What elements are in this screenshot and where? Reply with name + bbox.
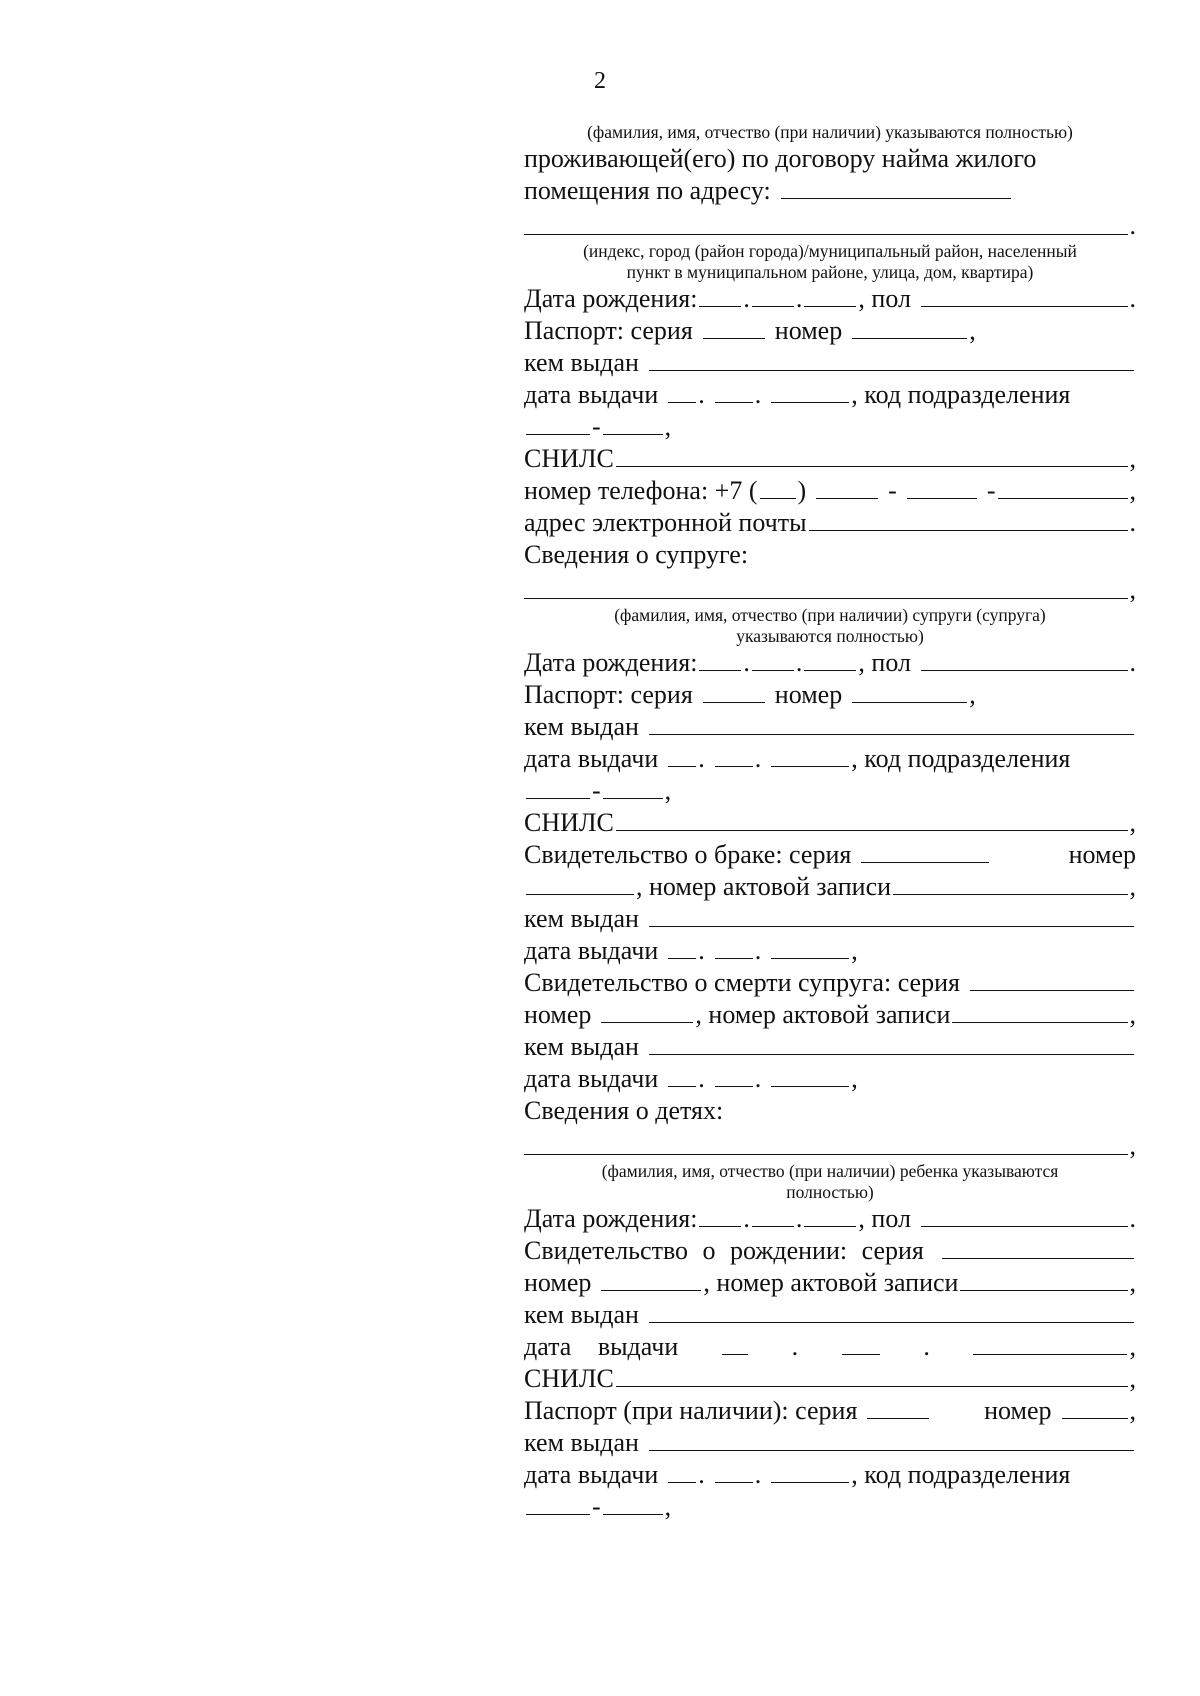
child-birth-line <box>524 1203 1136 1235</box>
address-field-short[interactable] <box>781 176 1011 199</box>
birth-cert-issue-month-field[interactable] <box>842 1332 880 1355</box>
act-record-label: , номер актовой записи <box>695 1000 951 1029</box>
dot: . <box>698 1064 705 1093</box>
comma: , <box>664 1492 672 1521</box>
spouse-division-line <box>524 775 1136 807</box>
spouse-issued-line <box>524 711 1136 743</box>
division-code-label: , код подразделения <box>851 1460 1071 1489</box>
dot: . <box>795 648 803 677</box>
division-code-label: , код подразделения <box>851 744 1071 773</box>
snils-field[interactable] <box>616 444 1128 467</box>
dot: . <box>743 1204 750 1233</box>
issued-by-label: кем выдан <box>524 1428 639 1457</box>
spouse-birth-month-field[interactable] <box>752 648 794 671</box>
comma: , <box>664 776 672 805</box>
sex-label: , пол <box>858 648 911 677</box>
birth-cert-series-field[interactable] <box>942 1236 1134 1259</box>
dot: . <box>1129 1204 1136 1233</box>
spouse-birth-line <box>524 647 1136 679</box>
issue-date-label: дата выдачи <box>524 936 659 965</box>
child-passport-number-field[interactable] <box>1062 1396 1128 1419</box>
applicant-issued-line <box>524 347 1136 379</box>
passport-series-label: Паспорт: серия <box>524 680 693 709</box>
comma: , <box>1129 1332 1136 1361</box>
dot: . <box>698 380 705 409</box>
issued-by-label: кем выдан <box>524 1032 639 1061</box>
child-division-1-field[interactable] <box>526 1492 590 1515</box>
dash: - <box>592 776 601 805</box>
phone-part-1-field[interactable] <box>816 476 878 499</box>
spouse-issued-by-field[interactable] <box>649 712 1134 735</box>
comma: , <box>1129 1131 1136 1160</box>
comma: , <box>1129 872 1136 901</box>
death-issued-by-field[interactable] <box>649 1032 1134 1055</box>
issued-by-field[interactable] <box>649 348 1134 371</box>
issue-year-field[interactable] <box>771 380 849 403</box>
marriage-issued-line <box>524 903 1136 935</box>
passport-series-field[interactable] <box>703 316 765 339</box>
phone-part-2-field[interactable] <box>907 476 977 499</box>
death-cert-label: Свидетельство о смерти супруга: серия <box>524 968 960 997</box>
marriage-cert-label: Свидетельство о браке: серия <box>524 840 852 869</box>
death-issue-day-field[interactable] <box>668 1064 696 1087</box>
death-cert-line <box>524 967 1136 999</box>
spouse-heading-line <box>524 539 1136 571</box>
dot: . <box>923 1332 930 1361</box>
comma: , <box>851 936 858 965</box>
marriage-act-line <box>524 871 1136 903</box>
death-issue-month-field[interactable] <box>715 1064 753 1087</box>
dot: . <box>754 936 762 965</box>
dot: . <box>795 1204 803 1233</box>
comma: , <box>851 1064 858 1093</box>
comma: , <box>1129 444 1136 473</box>
issued-by-label: кем выдан <box>524 348 639 377</box>
child-issue-date-line <box>524 1459 1136 1491</box>
birth-cert-line <box>524 1235 1136 1267</box>
dash: - <box>888 476 897 505</box>
child-issue-day-field[interactable] <box>668 1460 696 1483</box>
dot: . <box>698 1460 705 1489</box>
dot: . <box>1129 508 1136 537</box>
phone-label: номер телефона: +7 ( <box>524 476 758 505</box>
child-issue-month-field[interactable] <box>715 1460 753 1483</box>
comma: , <box>969 680 976 709</box>
act-record-label: , номер актовой записи <box>636 872 892 901</box>
snils-label: СНИЛС <box>524 444 614 473</box>
spouse-birth-day-field[interactable] <box>699 648 741 671</box>
comma: , <box>1129 575 1136 604</box>
residence-line-2 <box>524 175 1136 207</box>
birth-date-label: Дата рождения: <box>524 1204 698 1233</box>
marriage-cert-line <box>524 839 1136 871</box>
marriage-issue-month-field[interactable] <box>715 936 753 959</box>
birth-cert-label: Свидетельство о рождении: серия <box>524 1236 924 1265</box>
address-period: . <box>1129 211 1136 240</box>
dash: - <box>592 1492 601 1521</box>
spouse-sex-field[interactable] <box>921 648 1128 671</box>
spouse-passport-number-field[interactable] <box>852 680 967 703</box>
sex-label: , пол <box>858 284 911 313</box>
child-name-line <box>524 1127 1136 1161</box>
death-act-line <box>524 999 1136 1031</box>
birth-cert-act-field[interactable] <box>960 1268 1127 1291</box>
sex-label: , пол <box>858 1204 911 1233</box>
children-heading-line <box>524 1095 1136 1127</box>
marriage-series-field[interactable] <box>861 840 989 863</box>
comma: , <box>1129 476 1136 505</box>
spouse-issue-year-field[interactable] <box>771 744 849 767</box>
passport-number-label: номер <box>984 1396 1052 1425</box>
caption-fio: (фамилия, имя, отчество (при наличии) указываются полностью) <box>587 122 1073 142</box>
birth-cert-number-field[interactable] <box>601 1268 701 1291</box>
dot: . <box>1129 648 1136 677</box>
comma: , <box>1129 1268 1136 1297</box>
address-line <box>524 207 1136 241</box>
child-division-2-field[interactable] <box>603 1492 663 1515</box>
dot: . <box>754 1460 762 1489</box>
marriage-issue-year-field[interactable] <box>771 936 849 959</box>
birth-cert-issue-year-field[interactable] <box>973 1332 1127 1355</box>
comma: , <box>1129 1396 1136 1425</box>
act-record-label: , номер актовой записи <box>703 1268 959 1297</box>
death-number-label: номер <box>524 1000 592 1029</box>
birth-day-field[interactable] <box>699 284 741 307</box>
marriage-act-field[interactable] <box>893 872 1127 895</box>
dot: . <box>698 744 705 773</box>
death-number-field[interactable] <box>601 1000 693 1023</box>
spouse-snils-field[interactable] <box>616 808 1128 831</box>
birth-cert-issue-day-field[interactable] <box>722 1332 748 1355</box>
death-issue-date-line <box>524 1063 1136 1095</box>
applicant-birth-line <box>524 283 1136 315</box>
caption-address-1: (индекс, город (район города)/муниципальный район, населенный <box>583 241 1077 261</box>
dot: . <box>795 284 803 313</box>
issued-by-label: кем выдан <box>524 904 639 933</box>
passport-if-any-label: Паспорт (при наличии): серия <box>524 1396 858 1425</box>
spouse-snils-line <box>524 807 1136 839</box>
passport-number-label: номер <box>774 680 843 709</box>
birth-year-field[interactable] <box>804 284 856 307</box>
applicant-passport-line <box>524 315 1136 347</box>
spouse-issue-day-field[interactable] <box>668 744 696 767</box>
division-code-label: , код подразделения <box>851 380 1071 409</box>
caption-address-2: пункт в муниципальном районе, улица, дом, квартира) <box>626 262 1034 282</box>
spouse-division-2-field[interactable] <box>603 776 663 799</box>
spouse-division-1-field[interactable] <box>526 776 590 799</box>
caption-spouse-2: указываются полностью) <box>736 626 924 646</box>
passport-number-field[interactable] <box>852 316 967 339</box>
applicant-snils-line <box>524 443 1136 475</box>
dot: . <box>754 1064 762 1093</box>
comma: , <box>1129 808 1136 837</box>
marriage-issued-by-field[interactable] <box>649 904 1134 927</box>
phone-code-field[interactable] <box>760 476 796 499</box>
applicant-issue-date-line <box>524 379 1136 411</box>
child-snils-line <box>524 1363 1136 1395</box>
comma: , <box>1129 1364 1136 1393</box>
children-info-label: Сведения о детях: <box>524 1096 724 1125</box>
comma: , <box>969 316 976 345</box>
death-issued-line <box>524 1031 1136 1063</box>
issue-month-field[interactable] <box>715 380 753 403</box>
applicant-email-line <box>524 507 1136 539</box>
child-birth-year-field[interactable] <box>804 1204 856 1227</box>
page-number: 2 <box>594 68 606 94</box>
email-label: адрес электронной почты <box>524 508 807 537</box>
child-birth-month-field[interactable] <box>752 1204 794 1227</box>
birth-cert-issued-line <box>524 1299 1136 1331</box>
marriage-number-label: номер <box>1068 840 1136 869</box>
form-column <box>524 122 1136 1523</box>
child-sex-field[interactable] <box>921 1204 1128 1227</box>
death-series-field[interactable] <box>970 968 1134 991</box>
spouse-passport-series-field[interactable] <box>703 680 765 703</box>
paren: ) <box>797 476 807 505</box>
passport-series-label: Паспорт: серия <box>524 316 693 345</box>
child-issued-by-field[interactable] <box>649 1428 1134 1451</box>
dot: . <box>698 936 705 965</box>
address-field[interactable] <box>524 234 1128 235</box>
death-act-field[interactable] <box>952 1000 1127 1023</box>
dot: . <box>791 1332 799 1361</box>
comma: , <box>664 412 672 441</box>
dot: . <box>1129 284 1136 313</box>
issue-date-label: дата выдачи <box>524 1332 679 1361</box>
spouse-passport-line <box>524 679 1136 711</box>
dash: - <box>592 412 601 441</box>
birth-date-label: Дата рождения: <box>524 648 698 677</box>
spouse-name-line <box>524 571 1136 605</box>
child-passport-series-field[interactable] <box>867 1396 929 1419</box>
spouse-issue-month-field[interactable] <box>715 744 753 767</box>
issue-date-label: дата выдачи <box>524 744 659 773</box>
phone-part-3-field[interactable] <box>998 476 1128 499</box>
residence-text-2: помещения по адресу: <box>524 176 771 205</box>
birth-month-field[interactable] <box>752 284 794 307</box>
spouse-issue-date-line <box>524 743 1136 775</box>
child-name-field[interactable] <box>524 1154 1128 1155</box>
passport-number-label: номер <box>774 316 843 345</box>
snils-label: СНИЛС <box>524 1364 614 1393</box>
birth-cert-act-line <box>524 1267 1136 1299</box>
marriage-issue-day-field[interactable] <box>668 936 696 959</box>
child-division-line <box>524 1491 1136 1523</box>
child-snils-field[interactable] <box>616 1364 1128 1387</box>
issued-by-label: кем выдан <box>524 1300 639 1329</box>
spouse-info-label: Сведения о супруге: <box>524 540 749 569</box>
residence-text-1: проживающей(его) по договору найма жилого <box>524 144 1037 173</box>
dot: . <box>754 380 762 409</box>
spouse-name-field[interactable] <box>524 598 1128 599</box>
child-issue-year-field[interactable] <box>771 1460 849 1483</box>
birth-date-label: Дата рождения: <box>524 284 698 313</box>
child-birth-day-field[interactable] <box>699 1204 741 1227</box>
division-code-1-field[interactable] <box>526 412 590 435</box>
residence-line-1 <box>524 143 1136 175</box>
sex-field[interactable] <box>921 284 1128 307</box>
applicant-division-line <box>524 411 1136 443</box>
snils-label: СНИЛС <box>524 808 614 837</box>
applicant-phone-line <box>524 475 1136 507</box>
email-field[interactable] <box>809 508 1128 531</box>
dot: . <box>743 648 750 677</box>
issue-date-label: дата выдачи <box>524 1460 659 1489</box>
marriage-number-field[interactable] <box>526 872 634 895</box>
caption-child-2: полностью) <box>786 1182 874 1202</box>
division-code-2-field[interactable] <box>603 412 663 435</box>
child-issued-line <box>524 1427 1136 1459</box>
spouse-birth-year-field[interactable] <box>804 648 856 671</box>
comma: , <box>1129 1000 1136 1029</box>
caption-spouse-1: (фамилия, имя, отчество (при наличии) супруги (супруга) <box>614 605 1046 625</box>
child-passport-line <box>524 1395 1136 1427</box>
death-issue-year-field[interactable] <box>771 1064 849 1087</box>
issue-day-field[interactable] <box>668 380 696 403</box>
birth-cert-number-label: номер <box>524 1268 592 1297</box>
issued-by-label: кем выдан <box>524 712 639 741</box>
issue-date-label: дата выдачи <box>524 1064 659 1093</box>
dot: . <box>754 744 762 773</box>
birth-cert-issue-date-line <box>524 1331 1136 1363</box>
dot: . <box>743 284 750 313</box>
marriage-issue-date-line <box>524 935 1136 967</box>
birth-cert-issued-by-field[interactable] <box>649 1300 1134 1323</box>
caption-child-1: (фамилия, имя, отчество (при наличии) ребенка указываются <box>601 1161 1059 1181</box>
issue-date-label: дата выдачи <box>524 380 659 409</box>
dash: - <box>986 476 996 505</box>
